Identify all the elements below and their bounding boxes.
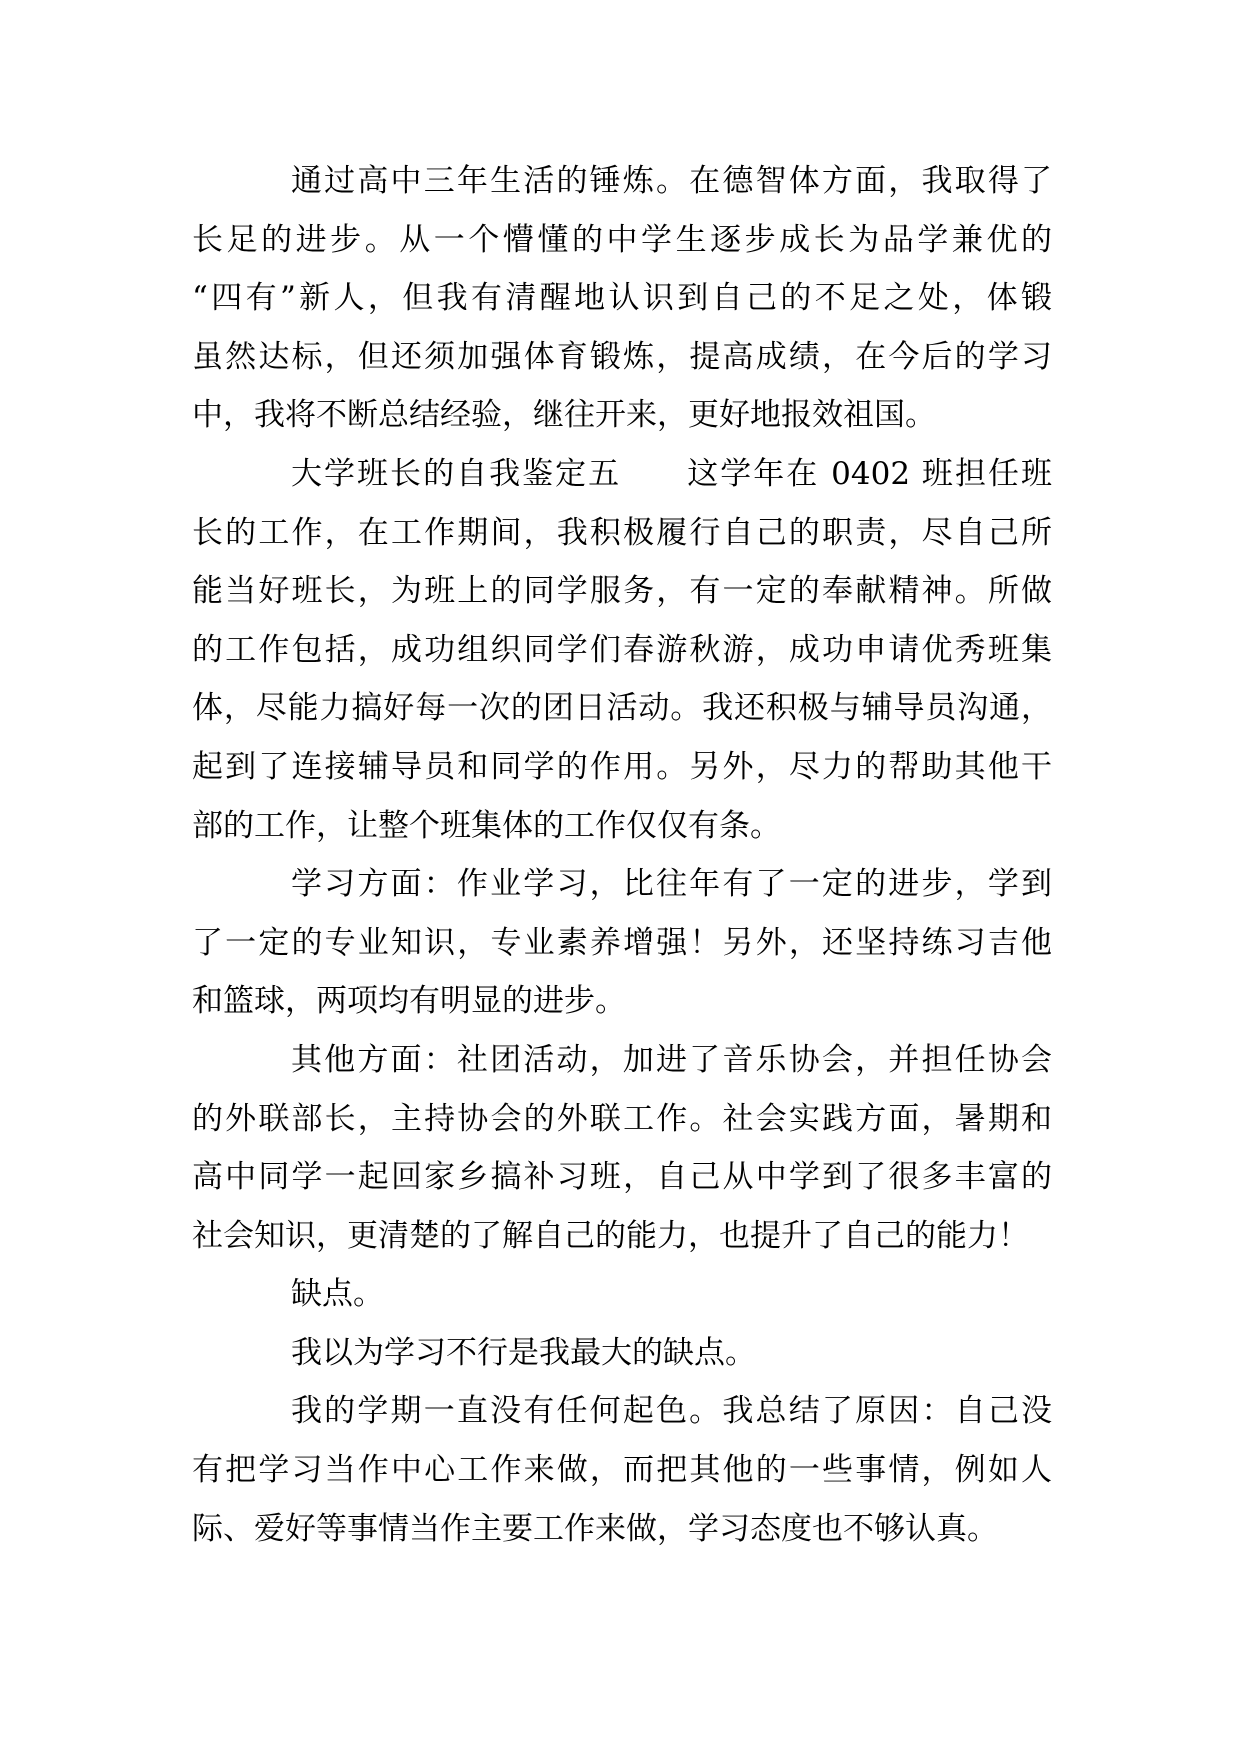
text-line: 有把学习当作中心工作来做，而把其他的一些事情，例如人 (192, 1452, 1052, 1489)
paragraph-high-school-summary (192, 152, 1052, 445)
text-line: 部的工作，让整个班集体的工作仅仅有条。 (192, 807, 781, 844)
text-line: 其他方面：社团活动，加进了音乐协会，并担任协会 (291, 1041, 1052, 1078)
text-line: “四有”新人，但我有清醒地认识到自己的不足之处，体锻 (192, 280, 1052, 317)
text-line: 大学班长的自我鉴定五 这学年在 0402 班担任班 (291, 455, 1052, 492)
text-line: 通过高中三年生活的锤炼。在德智体方面，我取得了 (291, 163, 1052, 199)
paragraph-reasons (192, 1382, 1052, 1558)
paragraph-shortcomings-heading (192, 1265, 1052, 1324)
text-line: 际、爱好等事情当作主要工作来做，学习态度也不够认真。 (192, 1510, 998, 1547)
paragraph-study (192, 855, 1052, 1031)
text-line: 的外联部长，主持协会的外联工作。社会实践方面，暑期和 (192, 1100, 1052, 1137)
text-line: 学习方面：作业学习，比往年有了一定的进步，学到 (291, 866, 1052, 903)
text-line: 的工作包括，成功组织同学们春游秋游，成功申请优秀班集 (192, 631, 1052, 668)
text-line: 体，尽能力搞好每一次的团日活动。我还积极与辅导员沟通， (192, 690, 1052, 727)
text-line: 高中同学一起回家乡搞补习班，自己从中学到了很多丰富的 (192, 1159, 1052, 1196)
text-line: 缺点。 (291, 1276, 384, 1313)
text-line: 虽然达标，但还须加强体育锻炼，提高成绩，在今后的学习 (192, 338, 1052, 375)
text-line: 和篮球，两项均有明显的进步。 (192, 983, 626, 1020)
text-line: 长的工作，在工作期间，我积极履行自己的职责，尽自己所 (192, 514, 1052, 551)
text-line: 我以为学习不行是我最大的缺点。 (291, 1334, 756, 1371)
text-line: 了一定的专业知识，专业素养增强！另外，还坚持练习吉他 (192, 924, 1052, 961)
text-line: 起到了连接辅导员和同学的作用。另外，尽力的帮助其他干 (192, 748, 1052, 785)
paragraph-biggest-shortcoming (192, 1324, 1052, 1383)
paragraph-other-aspects (192, 1031, 1052, 1265)
paragraph-class-monitor-self-assessment (192, 445, 1052, 855)
text-line: 长足的进步。从一个懵懂的中学生逐步成长为品学兼优的 (192, 221, 1052, 258)
text-line: 能当好班长，为班上的同学服务，有一定的奉献精神。所做 (192, 573, 1052, 610)
text-line: 我的学期一直没有任何起色。我总结了原因：自己没 (291, 1393, 1052, 1430)
text-line: 中，我将不断总结经验，继往开来，更好地报效祖国。 (192, 397, 936, 434)
document-page (192, 152, 1052, 1558)
text-line: 社会知识，更清楚的了解自己的能力，也提升了自己的能力！ (192, 1217, 1029, 1254)
